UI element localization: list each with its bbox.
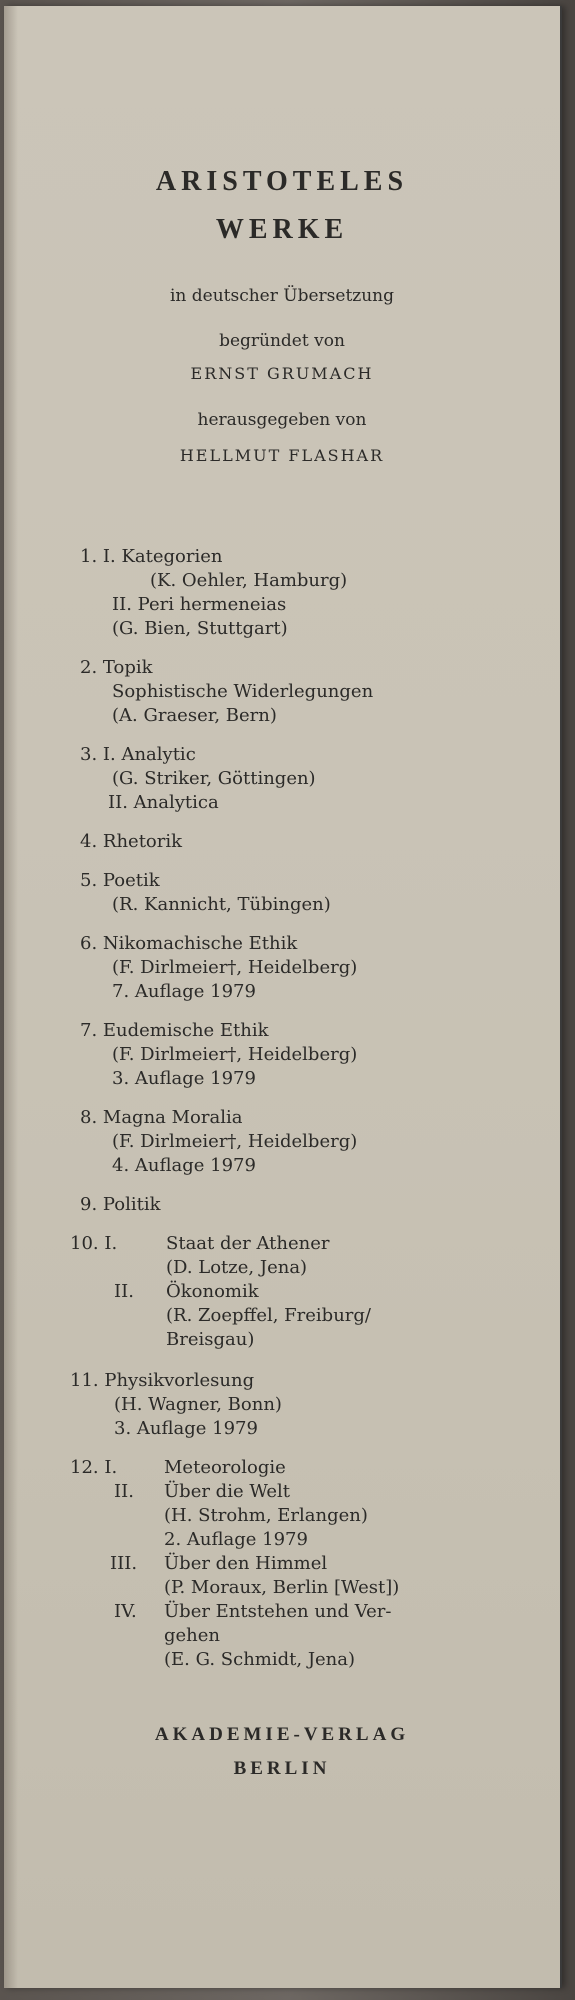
contents-line: 3. I. Analytic [80,744,196,765]
contents-line: Meteorologie [164,1457,286,1478]
contents-line: II. [114,1481,134,1502]
contents-line: (F. Dirlmeier†, Heidelberg) [112,1044,358,1065]
contents-line: (P. Moraux, Berlin [West]) [164,1577,400,1598]
contents-line: 7. Eudemische Ethik [80,1020,269,1041]
contents-line: 6. Nikomachische Ethik [80,933,298,954]
contents-line: (K. Oehler, Hamburg) [150,570,348,591]
contents-line: (F. Dirlmeier†, Heidelberg) [112,1131,358,1152]
contents-line: (H. Strohm, Erlangen) [164,1505,368,1526]
contents-line: Staat der Athener [166,1233,330,1254]
contents-line: 2. Topik [80,657,153,678]
contents-line: Über die Welt [164,1481,290,1502]
contents-line: (D. Lotze, Jena) [166,1257,308,1278]
contents-line: 4. Auflage 1979 [112,1155,256,1176]
contents-line: 4. Rhetorik [80,831,183,852]
contents-line: Über Entstehen und Ver- [164,1601,392,1622]
contents-line: (R. Zoepffel, Freiburg/ [166,1305,371,1326]
contents-line: II. [114,1281,134,1302]
title-line-1: ARISTOTELES [155,166,409,197]
contents-line: 3. Auflage 1979 [114,1418,258,1439]
contents-line: 12. I. [70,1457,118,1478]
contents-line: (F. Dirlmeier†, Heidelberg) [112,957,358,978]
contents-line: (E. G. Schmidt, Jena) [164,1649,356,1670]
contents-line: 9. Politik [80,1194,161,1215]
publisher-name: AKADEMIE-VERLAG [154,1724,410,1745]
contents-line: III. [110,1553,138,1574]
contents-line: IV. [114,1601,137,1622]
contents-line: 11. Physikvorlesung [70,1370,255,1391]
contents-line: II. Peri hermeneias [112,594,287,615]
contents-line: Über den Himmel [164,1553,328,1574]
contents-line: Breisgau) [166,1329,255,1350]
contents-line: II. Analytica [108,792,219,813]
contents-line: (R. Kannicht, Tübingen) [112,894,331,915]
contents-line: 2. Auflage 1979 [164,1529,308,1550]
founded-by-label: begründet von [219,331,345,351]
contents-line: (H. Wagner, Bonn) [114,1394,282,1415]
subtitle: in deutscher Übersetzung [169,286,395,306]
contents-line: (G. Bien, Stuttgart) [112,618,288,639]
contents-line: 10. I. [70,1233,118,1254]
book-page [4,6,562,1988]
publisher-city: BERLIN [233,1758,331,1779]
contents-line: 5. Poetik [80,870,160,891]
contents-line: Sophistische Widerlegungen [112,681,374,702]
contents-line: 1. I. Kategorien [80,546,223,567]
title-line-2: WERKE [215,214,349,245]
contents-line: 3. Auflage 1979 [112,1068,256,1089]
editor-name: HELLMUT FLASHAR [179,446,385,465]
founder-name: ERNST GRUMACH [190,364,374,383]
contents-line: (A. Graeser, Bern) [112,705,277,726]
contents-line: 7. Auflage 1979 [112,981,256,1002]
contents-line: (G. Striker, Göttingen) [112,768,316,789]
editor-label: herausgegeben von [197,410,367,430]
contents-line: gehen [164,1625,221,1646]
contents-line: 8. Magna Moralia [80,1107,243,1128]
contents-line: Ökonomik [166,1281,259,1302]
